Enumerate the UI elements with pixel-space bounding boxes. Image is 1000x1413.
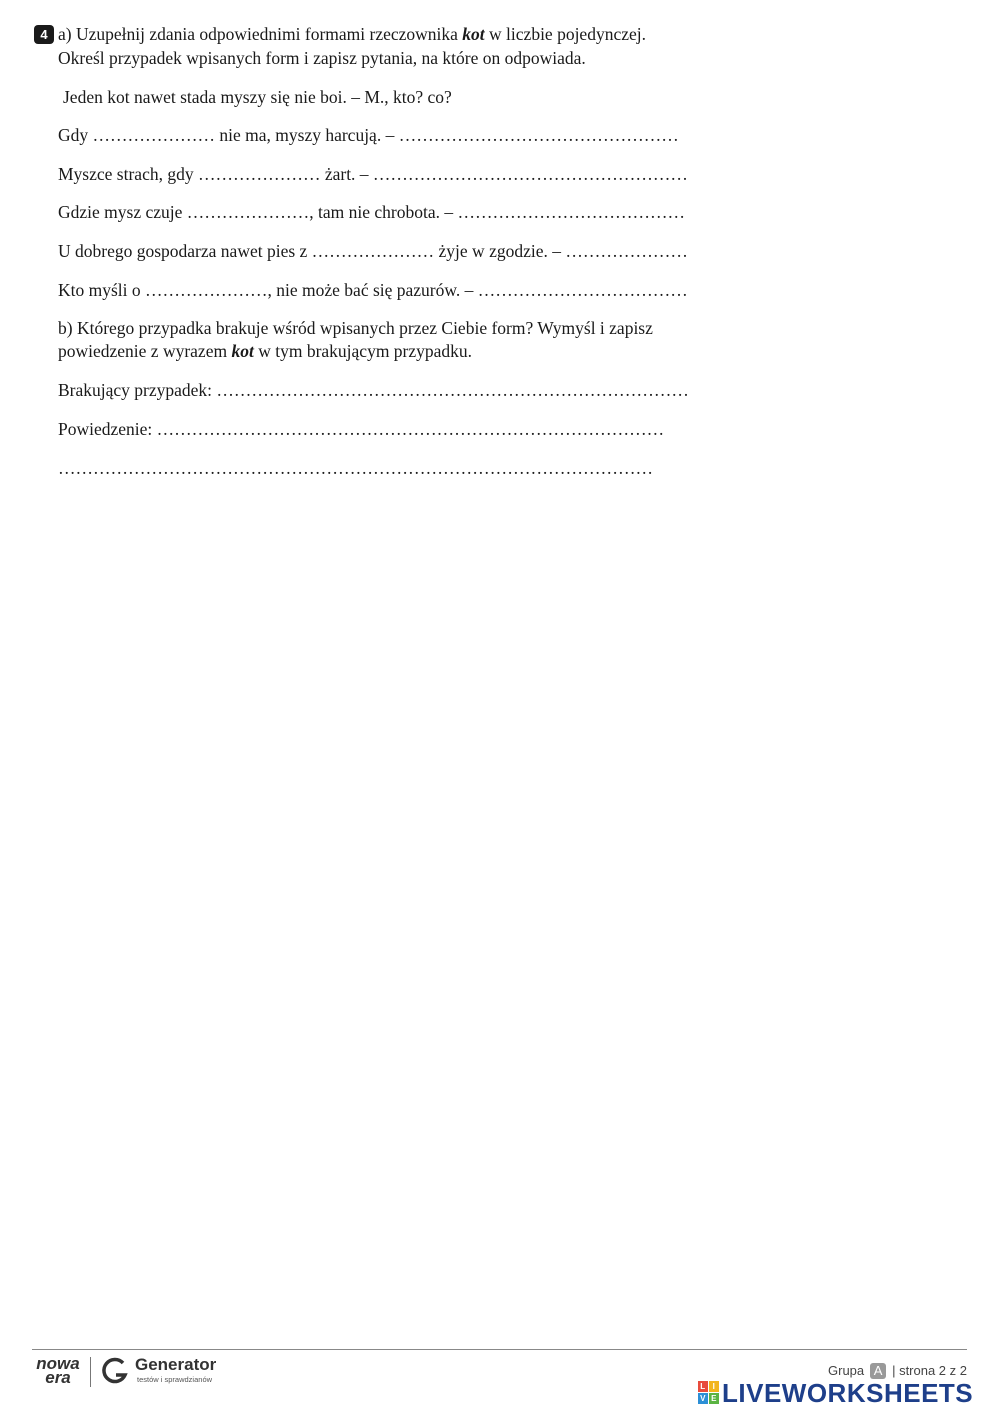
task-instruction-a <box>58 23 646 46</box>
nowa-era-logo <box>32 1356 84 1385</box>
live-letter-e: E <box>709 1393 719 1404</box>
logo-separator <box>90 1357 91 1387</box>
missing-case-field[interactable]: Brakujący przypadek: ……………………………………………………………………… <box>58 380 689 400</box>
generator-logo-icon <box>101 1357 129 1385</box>
sentence-2[interactable]: Myszce strach, gdy ………………… żart. – ……………………………………………… <box>58 164 688 184</box>
saying-continuation-field[interactable]: ………………………………………………………………………………………… <box>58 458 653 478</box>
group-badge: A <box>870 1363 887 1379</box>
instruction-text: a) Uzupełnij zdania odpowiednimi formami rzeczownika <box>58 24 463 44</box>
page-number: | strona 2 z 2 <box>892 1363 967 1378</box>
logo-text-era: era <box>45 1368 71 1387</box>
live-letter-v: V <box>698 1393 708 1404</box>
saying-field[interactable]: Powiedzenie: …………………………………………………………………………… <box>58 419 665 439</box>
example-sentence: Jeden kot nawet stada myszy się nie boi. – M., kto? co? <box>63 87 452 107</box>
group-label: Grupa <box>828 1363 865 1378</box>
sentence-1[interactable]: Gdy ………………… nie ma, myszy harcują. – ………………………………………… <box>58 125 679 145</box>
generator-title: Generator <box>135 1355 217 1374</box>
task-instruction-a-line2: Określ przypadek wpisanych form i zapisz pytania, na które on odpowiada. <box>58 48 586 68</box>
liveworksheets-live-icon <box>698 1381 720 1405</box>
task-instruction-b-line2 <box>58 340 472 363</box>
page-info <box>828 1363 967 1379</box>
generator-subtitle: testów i sprawdzianów <box>137 1375 213 1384</box>
footer-divider <box>32 1349 967 1350</box>
sentence-3[interactable]: Gdzie mysz czuje …………………, tam nie chrobota. – ………………………………… <box>58 202 685 222</box>
live-letter-l: L <box>698 1381 708 1392</box>
instruction-text: powiedzenie z wyrazem <box>58 341 232 361</box>
live-letter-i: I <box>709 1381 719 1392</box>
sentence-4[interactable]: U dobrego gospodarza nawet pies z ………………… żyje w zgodzie. – ………………… <box>58 241 688 261</box>
sentence-5[interactable]: Kto myśli o …………………, nie może bać się pazurów. – ……………………………… <box>58 280 688 300</box>
logo-text-nowa: nowa <box>36 1354 80 1373</box>
task-number-badge: 4 <box>34 25 54 44</box>
keyword-kot: kot <box>462 24 485 44</box>
instruction-text: w liczbie pojedynczej. <box>484 24 646 44</box>
liveworksheets-logo <box>698 1380 973 1406</box>
task-instruction-b: b) Którego przypadka brakuje wśród wpisanych przez Ciebie form? Wymyśl i zapisz <box>58 318 653 338</box>
keyword-kot: kot <box>231 341 254 361</box>
liveworksheets-wordmark: LIVEWORKSHEETS <box>722 1378 974 1408</box>
instruction-text: w tym brakującym przypadku. <box>253 341 473 361</box>
